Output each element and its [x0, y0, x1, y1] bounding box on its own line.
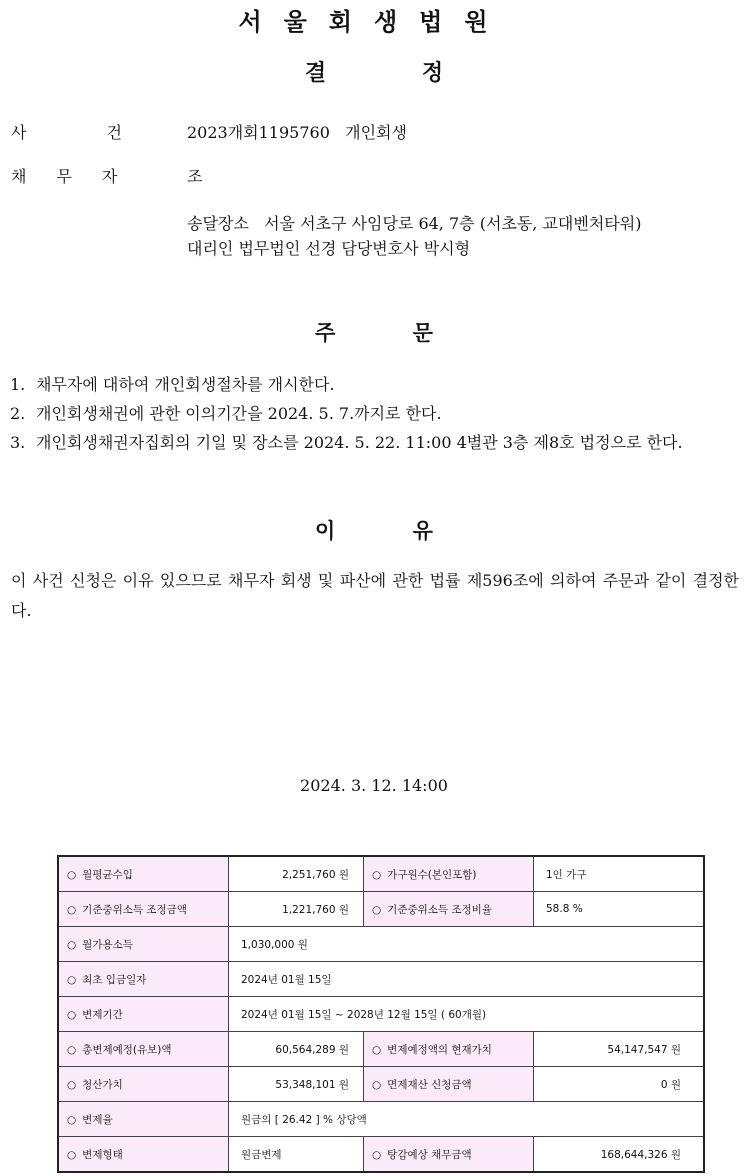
court-name: 서울회생법원 — [238, 8, 510, 36]
order-item — [10, 428, 740, 457]
table-value-cell: 원금의 [ 26.42 ] % 상당액 — [229, 1102, 705, 1137]
reason-text: 이 사건 신청은 이유 있으므로 채무자 회생 및 파산에 관한 법률 제596조에 의하여 주문과 같이 결정한다. — [11, 571, 739, 620]
debtor-label: 채무자 — [11, 167, 148, 186]
table-row — [58, 1137, 704, 1173]
table-label-cell: ○ 청산가치 — [58, 1067, 229, 1102]
table-label-cell: ○ 기준중위소득 조정비율 — [364, 892, 534, 927]
table-value-cell: 168,644,326 원 — [534, 1137, 705, 1173]
table-label-cell: ○ 월가용소득 — [58, 927, 229, 962]
circle-bullet-icon: ○ — [67, 1148, 77, 1161]
table-value-cell: 53,348,101 원 — [229, 1067, 364, 1102]
table-row — [58, 927, 704, 962]
case-label: 사건 — [11, 123, 202, 142]
order-list — [10, 370, 740, 457]
table-value-cell: 1,030,000 원 — [229, 927, 705, 962]
table-label-cell: ○ 변제형태 — [58, 1137, 229, 1173]
table-value-cell: 2,251,760 원 — [229, 856, 364, 892]
decision-date: 2024. 3. 12. 14:00 — [300, 776, 448, 795]
table-label-cell: ○ 변제율 — [58, 1102, 229, 1137]
table-value-cell: 54,147,547 원 — [534, 1032, 705, 1067]
document-type-title: 결 정 — [304, 61, 444, 86]
table-value-cell: 2024년 01월 15일 ~ 2028년 12월 15일 ( 60개월) — [229, 997, 705, 1032]
table-label-cell: ○ 총변제예정(유보)액 — [58, 1032, 229, 1067]
circle-bullet-icon: ○ — [372, 1148, 382, 1161]
repayment-summary-table — [57, 855, 705, 1173]
table-row — [58, 1032, 704, 1067]
table-label-cell: ○ 월평균수입 — [58, 856, 229, 892]
table-label-cell: ○ 변제예정액의 현재가치 — [364, 1032, 534, 1067]
circle-bullet-icon: ○ — [372, 1043, 382, 1056]
circle-bullet-icon: ○ — [67, 903, 77, 916]
order-item — [10, 399, 740, 428]
order-item-text: 채무자에 대하여 개인회생절차를 개시한다. — [36, 375, 335, 394]
table-row — [58, 1102, 704, 1137]
table-row — [58, 997, 704, 1032]
order-item-number: 2. — [10, 404, 26, 423]
table-label-cell: ○ 가구원수(본인포함) — [364, 856, 534, 892]
table-label-cell: ○ 변제기간 — [58, 997, 229, 1032]
circle-bullet-icon: ○ — [372, 1078, 382, 1091]
circle-bullet-icon: ○ — [372, 868, 382, 881]
circle-bullet-icon: ○ — [67, 1113, 77, 1126]
order-item-number: 3. — [10, 433, 26, 452]
table-value-cell: 1,221,760 원 — [229, 892, 364, 927]
table-row — [58, 892, 704, 927]
case-number: 2023개회1195760 개인회생 — [187, 123, 407, 142]
circle-bullet-icon: ○ — [67, 1043, 77, 1056]
table-label-cell: ○ 탕감예상 채무금액 — [364, 1137, 534, 1173]
circle-bullet-icon: ○ — [67, 868, 77, 881]
service-address: 송달장소 서울 서초구 사임당로 64, 7층 (서초동, 교대벤처타워) — [187, 214, 642, 233]
circle-bullet-icon: ○ — [67, 1078, 77, 1091]
circle-bullet-icon: ○ — [372, 903, 382, 916]
legal-agent: 대리인 법무법인 선경 담당변호사 박시형 — [187, 239, 471, 258]
table-value-cell: 원금변제 — [229, 1137, 364, 1173]
table-row — [58, 856, 704, 892]
table-label-cell: ○ 최초 입금일자 — [58, 962, 229, 997]
table-label-cell: ○ 면제재산 신청금액 — [364, 1067, 534, 1102]
table-value-cell: 0 원 — [534, 1067, 705, 1102]
order-item — [10, 370, 740, 399]
table-label-cell: ○ 기준중위소득 조정금액 — [58, 892, 229, 927]
table-value-cell: 1인 가구 — [534, 856, 705, 892]
table-value-cell: 60,564,289 원 — [229, 1032, 364, 1067]
table-row — [58, 1067, 704, 1102]
circle-bullet-icon: ○ — [67, 938, 77, 951]
circle-bullet-icon: ○ — [67, 1008, 77, 1021]
order-title: 주 문 — [315, 321, 433, 345]
order-item-text: 개인회생채권에 관한 이의기간을 2024. 5. 7.까지로 한다. — [36, 404, 442, 423]
debtor-name: 조 — [187, 167, 203, 186]
reason-title: 이 유 — [315, 519, 433, 543]
table-row — [58, 962, 704, 997]
order-item-number: 1. — [10, 375, 26, 394]
order-item-text: 개인회생채권자집회의 기일 및 장소를 2024. 5. 22. 11:00 4별관 3층 제8호 법정으로 한다. — [36, 433, 683, 452]
table-value-cell: 58.8 % — [534, 892, 705, 927]
circle-bullet-icon: ○ — [67, 973, 77, 986]
table-value-cell: 2024년 01월 15일 — [229, 962, 705, 997]
